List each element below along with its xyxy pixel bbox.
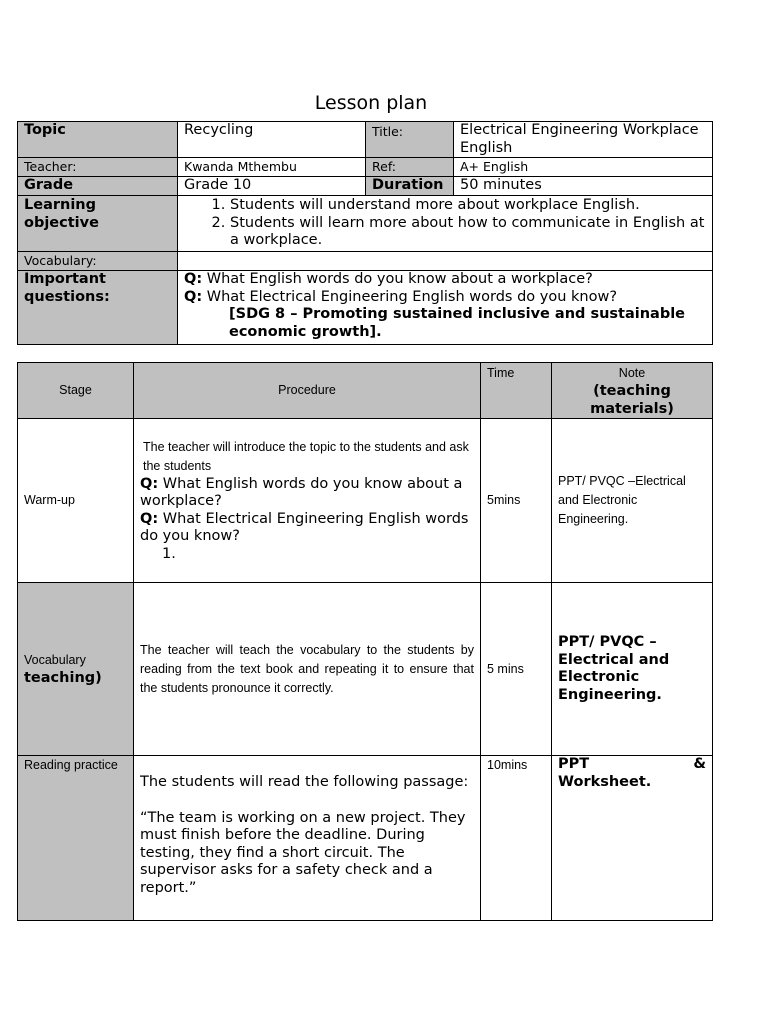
stage-header: Stage xyxy=(18,363,134,419)
questions-row xyxy=(18,271,713,345)
note-header-cell xyxy=(552,363,713,419)
page-title: Lesson plan xyxy=(314,92,428,114)
warmup-question: Q: What Electrical Engineering English words do you know? xyxy=(140,510,469,545)
teacher-value: Kwanda Mthembu xyxy=(178,158,366,177)
sdg-note: [SDG 8 – Promoting sustained inclusive and sustainable economic growth]. xyxy=(229,306,686,340)
duration-label: Duration xyxy=(366,177,454,196)
stage-table xyxy=(17,362,713,921)
lesson-header-table xyxy=(17,121,713,345)
vocab-stage xyxy=(18,583,134,756)
vocabulary-label: Vocabulary: xyxy=(18,252,178,271)
vocab-procedure: The teacher will teach the vocabulary to the students by reading from the text book and repeating it to ensure that the students pronounce it correctly. xyxy=(134,583,481,756)
warmup-row xyxy=(18,419,713,583)
warmup-list-marker: 1. xyxy=(162,545,176,562)
reading-note-line2: Worksheet. xyxy=(558,773,652,790)
objectives-list xyxy=(184,197,706,250)
warmup-question: Q: What English words do you know about a workplace? xyxy=(140,475,463,510)
reading-time: 10mins xyxy=(481,756,552,921)
ref-label: Ref: xyxy=(366,158,454,177)
warmup-time: 5mins xyxy=(481,419,552,583)
topic-row xyxy=(18,122,713,158)
reading-note-line1: PPT & xyxy=(558,756,706,772)
note-subheader: (teaching materials) xyxy=(590,383,674,417)
topic-label: Topic xyxy=(18,122,178,158)
vocab-row xyxy=(18,583,713,756)
q-prefix: Q: xyxy=(184,288,203,305)
vocab-stage-line2: teaching) xyxy=(24,669,102,686)
topic-value: Recycling xyxy=(178,122,366,158)
objective-item: 2. Students will learn more about how to communicate in English at a workplace. xyxy=(230,215,706,250)
warmup-note: PPT/ PVQC –Electrical and Electronic Engineering. xyxy=(552,419,713,583)
question-item: Q: What Electrical Engineering English words do you know? xyxy=(184,288,618,305)
reading-row xyxy=(18,756,713,921)
title-value: Electrical Engineering Workplace English xyxy=(454,122,713,158)
reading-passage: “The team is working on a new project. They must finish before the deadline. During testing, they find a short circuit. The supervisor asks for a safety check and a report.” xyxy=(140,809,466,896)
objectives-cell xyxy=(178,196,713,252)
warmup-procedure xyxy=(134,419,481,583)
reading-note xyxy=(552,756,713,921)
q-prefix: Q: xyxy=(184,271,203,287)
reading-intro: The students will read the following passage: xyxy=(140,774,469,790)
grade-row xyxy=(18,177,713,196)
vocab-note: PPT/ PVQC – Electrical and Electronic Engineering. xyxy=(552,583,713,756)
questions-label: Important questions: xyxy=(18,271,178,345)
vocabulary-row xyxy=(18,252,713,271)
objective-row xyxy=(18,196,713,252)
stage-header-row xyxy=(18,363,713,419)
ref-value: A+ English xyxy=(454,158,713,177)
title-label: Title: xyxy=(366,122,454,158)
warmup-intro: The teacher will introduce the topic to the students and ask the students xyxy=(143,439,469,473)
time-header: Time xyxy=(481,363,552,419)
objective-label: Learning objective xyxy=(18,196,178,252)
grade-value: Grade 10 xyxy=(178,177,366,196)
objective-item: 1. Students will understand more about workplace English. xyxy=(230,197,706,215)
vocabulary-value xyxy=(178,252,713,271)
questions-cell xyxy=(178,271,713,345)
grade-label: Grade xyxy=(18,177,178,196)
warmup-stage: Warm-up xyxy=(18,419,134,583)
reading-procedure xyxy=(134,756,481,921)
procedure-header: Procedure xyxy=(134,363,481,419)
note-header: Note xyxy=(618,366,646,380)
question-item: Q: What English words do you know about a workplace? xyxy=(184,271,593,287)
vocab-time: 5 mins xyxy=(481,583,552,756)
reading-stage: Reading practice xyxy=(18,756,134,921)
teacher-row xyxy=(18,158,713,177)
vocab-stage-line1: Vocabulary xyxy=(24,652,86,667)
duration-value: 50 minutes xyxy=(454,177,713,196)
teacher-label: Teacher: xyxy=(18,158,178,177)
